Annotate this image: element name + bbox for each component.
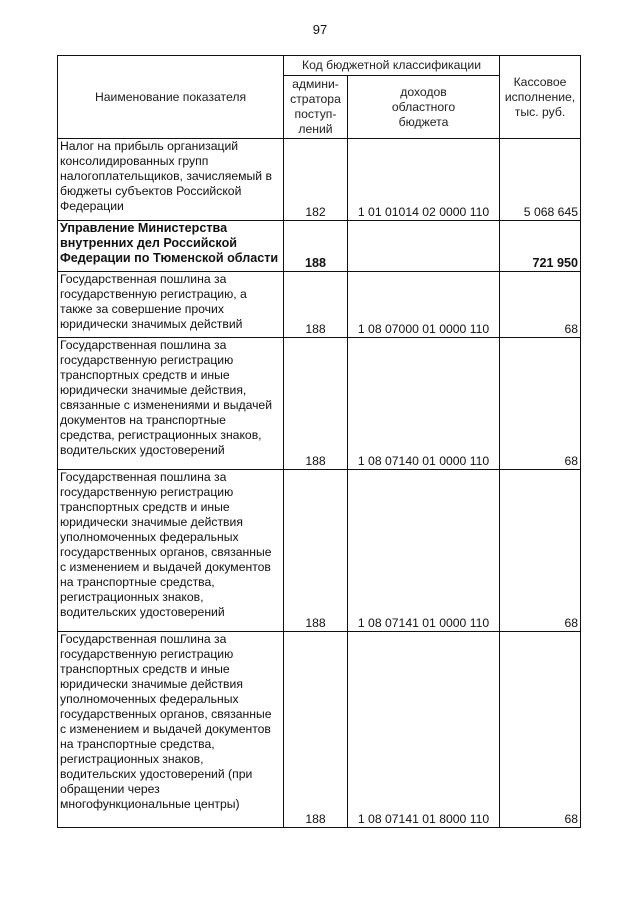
row-name: Государственная пошлина за государственную регистрацию транспортных средств и иные юридически значимые действия, связанные с изменениями и выдачей документов на транспортные средства, регистрационных знаков, водительских удостоверений: [58, 338, 284, 470]
header-amount: Кассовое исполнение, тыс. руб.: [500, 56, 581, 139]
page-number: 97: [312, 22, 328, 37]
table-row: [58, 272, 581, 338]
table-row: [58, 139, 581, 221]
row-income-code: 1 08 07000 01 0000 110: [348, 272, 500, 338]
budget-table-frame: [57, 55, 580, 828]
row-admin-code: 188: [284, 470, 348, 632]
row-amount: 68: [500, 470, 581, 632]
header-name: Наименование показателя: [58, 56, 284, 139]
row-name: Государственная пошлина за государственную регистрацию, а также за совершение прочих юридически значимых действий: [58, 272, 284, 338]
row-name: Государственная пошлина за государственную регистрацию транспортных средств и иные юридически значимые действия уполномоченных федеральных государственных органов, связанные с изменением и выдачей документов на транспортные средства, регистрационных знаков, водительских удостоверений: [58, 470, 284, 632]
row-income-code: 1 08 07141 01 0000 110: [348, 470, 500, 632]
table-row: [58, 632, 581, 828]
table-row: [58, 470, 581, 632]
row-income-code: 1 01 01014 02 0000 110: [348, 139, 500, 221]
row-name: Государственная пошлина за государственную регистрацию транспортных средств и иные юридически значимые действия уполномоченных федеральных государственных органов, связанные с изменением и выдачей документов на транспортные средства, регистрационных знаков, водительских удостоверений (при обращении через многофункциональные центры): [58, 632, 284, 828]
row-amount: 721 950: [500, 221, 581, 272]
row-amount: 68: [500, 632, 581, 828]
row-income-code: [348, 221, 500, 272]
row-income-code: 1 08 07140 01 0000 110: [348, 338, 500, 470]
row-amount: 68: [500, 272, 581, 338]
row-admin-code: 188: [284, 272, 348, 338]
header-kbk-group: Код бюджетной классификации: [284, 56, 500, 76]
row-income-code: 1 08 07141 01 8000 110: [348, 632, 500, 828]
table-row: [58, 338, 581, 470]
row-amount: 68: [500, 338, 581, 470]
row-admin-code: 188: [284, 632, 348, 828]
header-admin: админи- стратора поступ- лений: [284, 76, 348, 139]
header-income-code: доходов областного бюджета: [348, 76, 500, 139]
table-row: [58, 221, 581, 272]
row-admin-code: 182: [284, 139, 348, 221]
row-amount: 5 068 645: [500, 139, 581, 221]
row-name: Управление Министерства внутренних дел Российской Федерации по Тюменской области: [58, 221, 284, 272]
row-name: Налог на прибыль организаций консолидированных групп налогоплательщиков, зачисляемый в бюджеты субъектов Российской Федерации: [58, 139, 284, 221]
budget-execution-table: [57, 55, 581, 828]
row-admin-code: 188: [284, 338, 348, 470]
row-admin-code: 188: [284, 221, 348, 272]
